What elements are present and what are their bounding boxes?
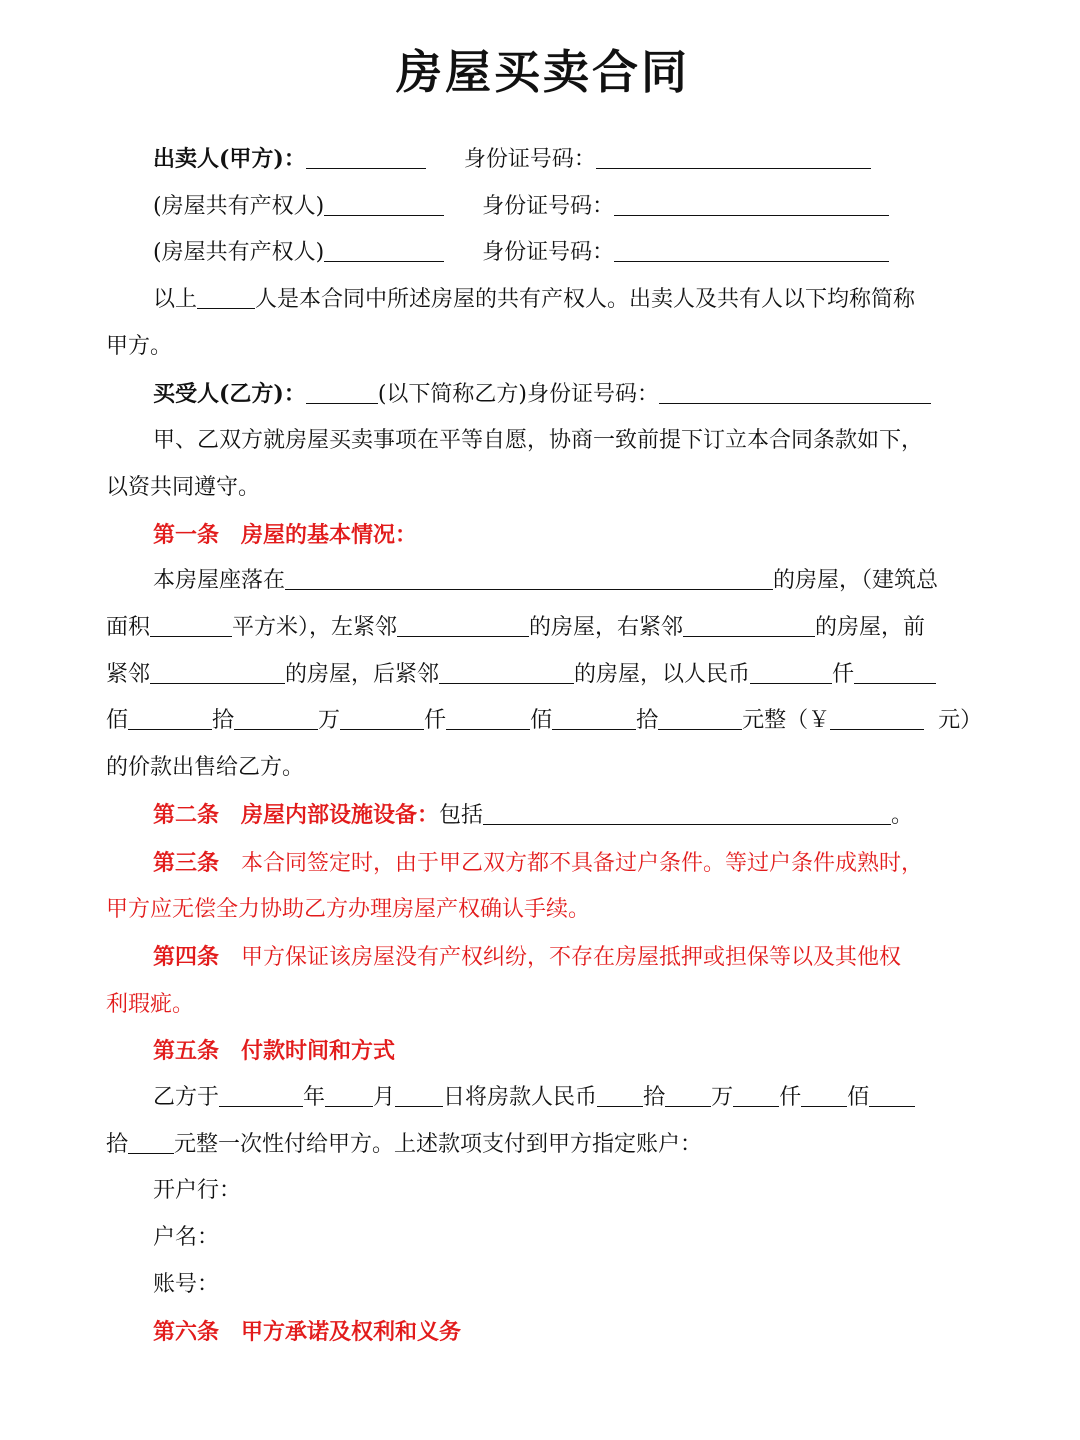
article-1-line-5: 的价款出售给乙方。 [106,755,305,781]
price-blank-6[interactable] [446,707,530,730]
article-4-line-2: 利瑕疵。 [106,991,195,1017]
buyer-line [106,371,992,419]
art1-text: 仟 [424,708,447,734]
art2-text: 。 [891,802,914,828]
article-3-line-2: 甲方应无偿全力协助乙方办理房屋产权确认手续。 [106,897,591,923]
art5-text: 乙方于 [153,1085,220,1111]
art1-text: 面积 [106,615,151,641]
pay-blank-5[interactable] [869,1084,915,1107]
art1-text: 万 [318,708,341,734]
month-blank[interactable] [325,1084,373,1107]
bank-line: 开户行： [153,1178,242,1204]
art5-text: 月 [373,1085,396,1111]
price-blank-8[interactable] [658,707,742,730]
owner-count-blank[interactable] [197,286,255,309]
page-title: 房屋买卖合同 [396,45,690,99]
buyer-name-blank[interactable] [306,381,378,404]
price-blank-2[interactable] [854,661,936,684]
co-owner-id-blank-1[interactable] [614,193,889,216]
art1-text: 元整（￥ [742,708,831,734]
article-1-heading: 第一条 房屋的基本情况： [153,521,418,548]
art1-text: 元） [938,708,983,734]
co-owner-line-2 [106,230,992,277]
summary-line-2: 甲方。 [106,333,173,359]
article-3-line-1 [106,840,992,888]
pay-blank-2[interactable] [665,1084,711,1107]
co-owner-label-2: (房屋共有产权人) [153,240,325,266]
price-blank-5[interactable] [340,707,424,730]
area-blank[interactable] [150,614,232,637]
co-owner-summary-line [106,277,992,324]
price-blank-7[interactable] [552,707,636,730]
account-name-line: 户名： [153,1225,220,1251]
art1-text: 本房屋座落在 [153,568,286,594]
preamble-line-1: 甲、乙双方就房屋买卖事项在平等自愿，协商一致前提下订立本合同条款如下， [153,428,924,454]
article-5-line-2 [106,1122,992,1169]
article-4-heading: 第四条 [153,943,220,970]
art3-text: 本合同签定时，由于甲乙双方都不具备过户条件。等过户条件成熟时， [241,850,924,876]
seller-name-blank[interactable] [306,146,426,169]
art1-text: 的房屋，前 [815,615,926,641]
summary-text-a: 以上 [153,287,198,313]
front-neighbor-blank[interactable] [150,661,285,684]
seller-id-label: 身份证号码： [463,147,596,172]
art1-text: 佰 [530,708,553,734]
pay-blank-6[interactable] [128,1131,174,1154]
price-yuan-blank[interactable] [830,707,924,730]
art5-text: 元整一次性付给甲方。上述款项支付到甲方指定账户： [174,1131,703,1157]
co-owner-line-1 [106,184,992,231]
article-1-line-2 [106,605,992,652]
art5-text: 年 [303,1085,326,1111]
article-5-heading: 第五条 付款时间和方式 [153,1038,396,1065]
art1-text: 平方米），左紧邻 [232,615,398,641]
summary-text-b: 人是本合同中所述房屋的共有产权人。出卖人及共有人以下均称简称 [255,287,916,313]
article-3-heading: 第三条 [153,849,220,876]
seller-label: 出卖人(甲方)： [153,146,306,172]
art1-text: 的房屋，以人民币 [574,661,751,687]
buyer-abbr-label: (以下简称乙方)身份证号码： [377,381,659,407]
left-neighbor-blank[interactable] [397,614,529,637]
year-blank[interactable] [219,1084,303,1107]
right-neighbor-blank[interactable] [683,614,815,637]
article-1-line-4 [106,698,992,745]
art1-text: 的房屋，（建筑总 [773,568,939,594]
art1-text: 拾 [212,708,235,734]
art1-text: 的房屋，后紧邻 [285,661,440,687]
price-blank-4[interactable] [234,707,318,730]
art5-text: 万 [711,1085,734,1111]
art1-text: 拾 [636,708,659,734]
rear-neighbor-blank[interactable] [439,661,574,684]
art1-text: 仟 [832,661,855,687]
co-owner-id-blank-2[interactable] [614,239,889,262]
co-owner-id-label-2: 身份证号码： [482,240,615,266]
co-owner-name-blank-2[interactable] [324,239,444,262]
buyer-label: 买受人(乙方)： [153,380,306,407]
account-number-line: 账号： [153,1271,220,1297]
co-owner-id-label-1: 身份证号码： [482,193,615,219]
art5-text: 拾 [106,1131,129,1157]
price-blank-3[interactable] [128,707,212,730]
art1-text: 紧邻 [106,661,151,687]
day-blank[interactable] [395,1084,443,1107]
pay-blank-1[interactable] [597,1084,643,1107]
co-owner-label-1: (房屋共有产权人) [153,193,325,219]
article-4-line-1 [106,934,992,982]
art5-text: 日将房款人民币 [443,1085,598,1111]
pay-blank-4[interactable] [801,1084,847,1107]
art5-text: 仟 [779,1085,802,1111]
pay-blank-3[interactable] [733,1084,779,1107]
article-6-heading: 第六条 甲方承诺及权利和义务 [153,1318,462,1345]
article-1-line-3 [106,652,992,699]
price-blank-1[interactable] [750,661,832,684]
art1-text: 的房屋，右紧邻 [529,615,684,641]
article-2-heading: 第二条 房屋内部设施设备： [153,801,440,828]
art1-text: 佰 [106,708,129,734]
seller-line [106,136,992,184]
art5-text: 拾 [643,1085,666,1111]
co-owner-name-blank-1[interactable] [324,193,444,216]
preamble-line-2: 以资共同遵守。 [106,474,261,500]
buyer-id-blank[interactable] [659,381,931,404]
art2-text: 包括 [439,802,484,828]
facilities-blank[interactable] [483,802,891,825]
article-1-line-1 [106,558,992,605]
location-blank[interactable] [285,567,773,590]
art4-text: 甲方保证该房屋没有产权纠纷，不存在房屋抵押或担保等以及其他权 [241,944,902,970]
seller-id-blank[interactable] [596,146,871,169]
article-2-line [106,792,992,840]
article-5-line-1 [106,1075,992,1122]
art5-text: 佰 [847,1085,870,1111]
